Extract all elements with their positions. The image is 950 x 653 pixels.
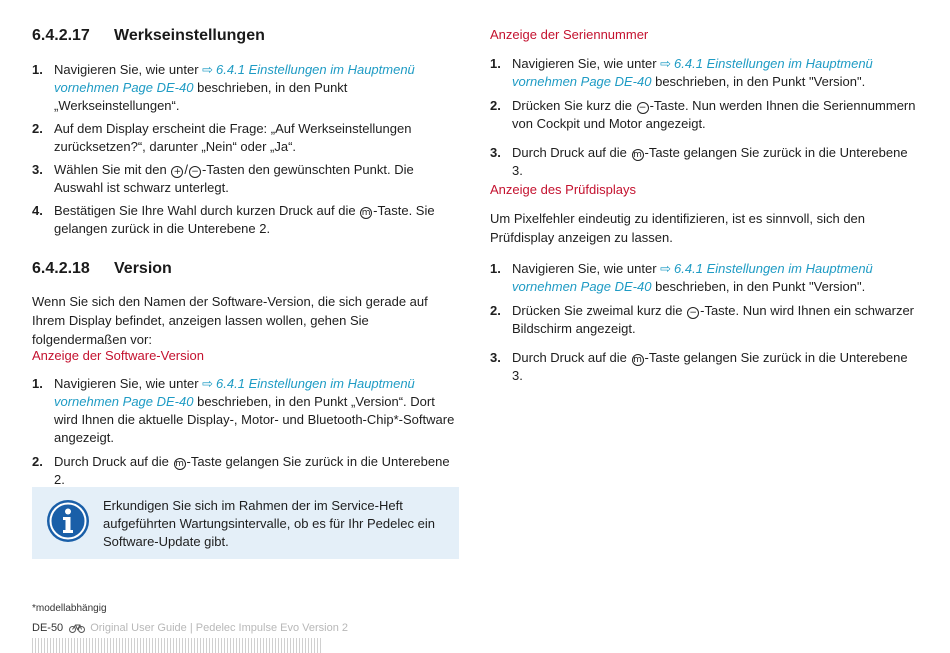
document-title: Original User Guide | Pedelec Impulse Evo Version 2 [90,622,349,634]
minus-key-icon: − [687,307,699,319]
menu-key-icon: m [361,208,371,218]
subheading-serial-number: Anzeige der Seriennummer [490,27,649,42]
list-item: 3. Durch Druck auf die m -Taste gelangen Sie zurück in die Unterebene 3. [490,350,908,383]
test-display-steps [490,260,920,385]
list-item: 1. Navigieren Sie, wie unter ⇨ 6.4.1 Einstellungen im Hauptmenü vornehmen Page DE-40 beschrieben, in den Punkt "Version". [490,56,873,89]
arrow-icon: ⇨ [202,62,214,77]
list-item: 2. Drücken Sie kurz die − -Taste. Nun werden Ihnen die Seriennummern von Cockpit und Motor angezeigt. [490,98,916,131]
cross-reference-link[interactable]: ⇨ 6.4.1 Einstellungen im Hauptmenü vornehmen Page DE-40 [512,56,873,89]
software-version-steps [32,375,460,489]
serial-number-steps [490,55,920,180]
list-item: 1. Navigieren Sie, wie unter ⇨ 6.4.1 Einstellungen im Hauptmenü vornehmen Page DE-40 beschrieben, in den Punkt „Version“. Dort wird Ihnen die aktuelle Display-, Motor- und Bluetooth-Chip*-Software angezeigt. [32,376,455,445]
subheading-software-version: Anzeige der Software-Version [32,348,204,363]
section-number: 6.4.2.17 [32,27,90,44]
plus-key-icon: + [171,166,183,178]
section-heading-werkseinstellungen [32,27,265,45]
arrow-icon: ⇨ [202,376,214,391]
section-title: Werkseinstellungen [114,27,265,44]
arrow-icon: ⇨ [660,261,672,276]
arrow-icon: ⇨ [660,56,672,71]
list-item: 2. Durch Druck auf die m -Taste gelangen Sie zurück in die Unterebene 2. [32,454,450,487]
cross-reference-link[interactable]: ⇨ 6.4.1 Einstellungen im Hauptmenü vornehmen Page DE-40 [54,376,415,409]
info-text: Erkundigen Sie sich im Rahmen der im Service-Heft aufgeführten Wartungsintervalle, ob es für Ihr Pedelec ein Software-Update gibt. [103,498,435,549]
bicycle-icon [69,623,85,633]
subheading-test-display: Anzeige des Prüfdisplays [490,182,636,197]
section-heading-version [32,260,172,278]
menu-key-icon: m [633,355,642,365]
footnote: *modellabhängig [32,603,107,614]
test-display-intro: Um Pixelfehler eindeutig zu identifizieren, ist es sinnvoll, sich den Prüfdisplay anzeigen zu lassen. [490,211,866,245]
footer-barcode-pattern [32,638,322,653]
list-item: 1. Navigieren Sie, wie unter ⇨ 6.4.1 Einstellungen im Hauptmenü vornehmen Page DE-40 beschrieben, in den Punkt „Werkseinstellungen“. [32,62,415,113]
cross-reference-link[interactable]: ⇨ 6.4.1 Einstellungen im Hauptmenü vornehmen Page DE-40 [54,62,415,95]
menu-key-icon: m [175,459,184,469]
page-number: DE-50 [32,622,64,634]
version-intro: Wenn Sie sich den Namen der Software-Version, die sich gerade auf Ihrem Display befindet, anzeigen lassen wollen, gehen Sie folgendermaßen vor: [32,294,428,347]
list-item: 2. Drücken Sie zweimal kurz die − -Taste. Nun wird Ihnen ein schwarzer Bildschirm angezeigt. [490,303,914,336]
werkseinstellungen-steps [32,61,460,238]
list-item: 3. Wählen Sie mit den + / − -Tasten den gewünschten Punkt. Die Auswahl ist schwarz unterlegt. [32,162,414,195]
list-item: 4. Bestätigen Sie Ihre Wahl durch kurzen Druck auf die m -Taste. Sie gelangen zurück in die Unterebene 2. [32,203,435,236]
menu-key-icon: m [633,150,642,160]
list-item: 2. Auf dem Display erscheint die Frage: „Auf Werkseinstellungen zurücksetzen?“, darunter „Nein“ oder „Ja“. [32,121,412,154]
section-title: Version [114,260,172,277]
section-number: 6.4.2.18 [32,260,90,277]
minus-key-icon: − [637,102,649,114]
list-item: 3. Durch Druck auf die m -Taste gelangen Sie zurück in die Unterebene 3. [490,145,908,178]
list-item: 1. Navigieren Sie, wie unter ⇨ 6.4.1 Einstellungen im Hauptmenü vornehmen Page DE-40 beschrieben, in den Punkt "Version". [490,261,873,294]
minus-key-icon: − [189,166,201,178]
info-box [32,487,459,559]
cross-reference-link[interactable]: ⇨ 6.4.1 Einstellungen im Hauptmenü vornehmen Page DE-40 [512,261,873,294]
page-footer [32,622,348,634]
info-icon [46,499,90,543]
